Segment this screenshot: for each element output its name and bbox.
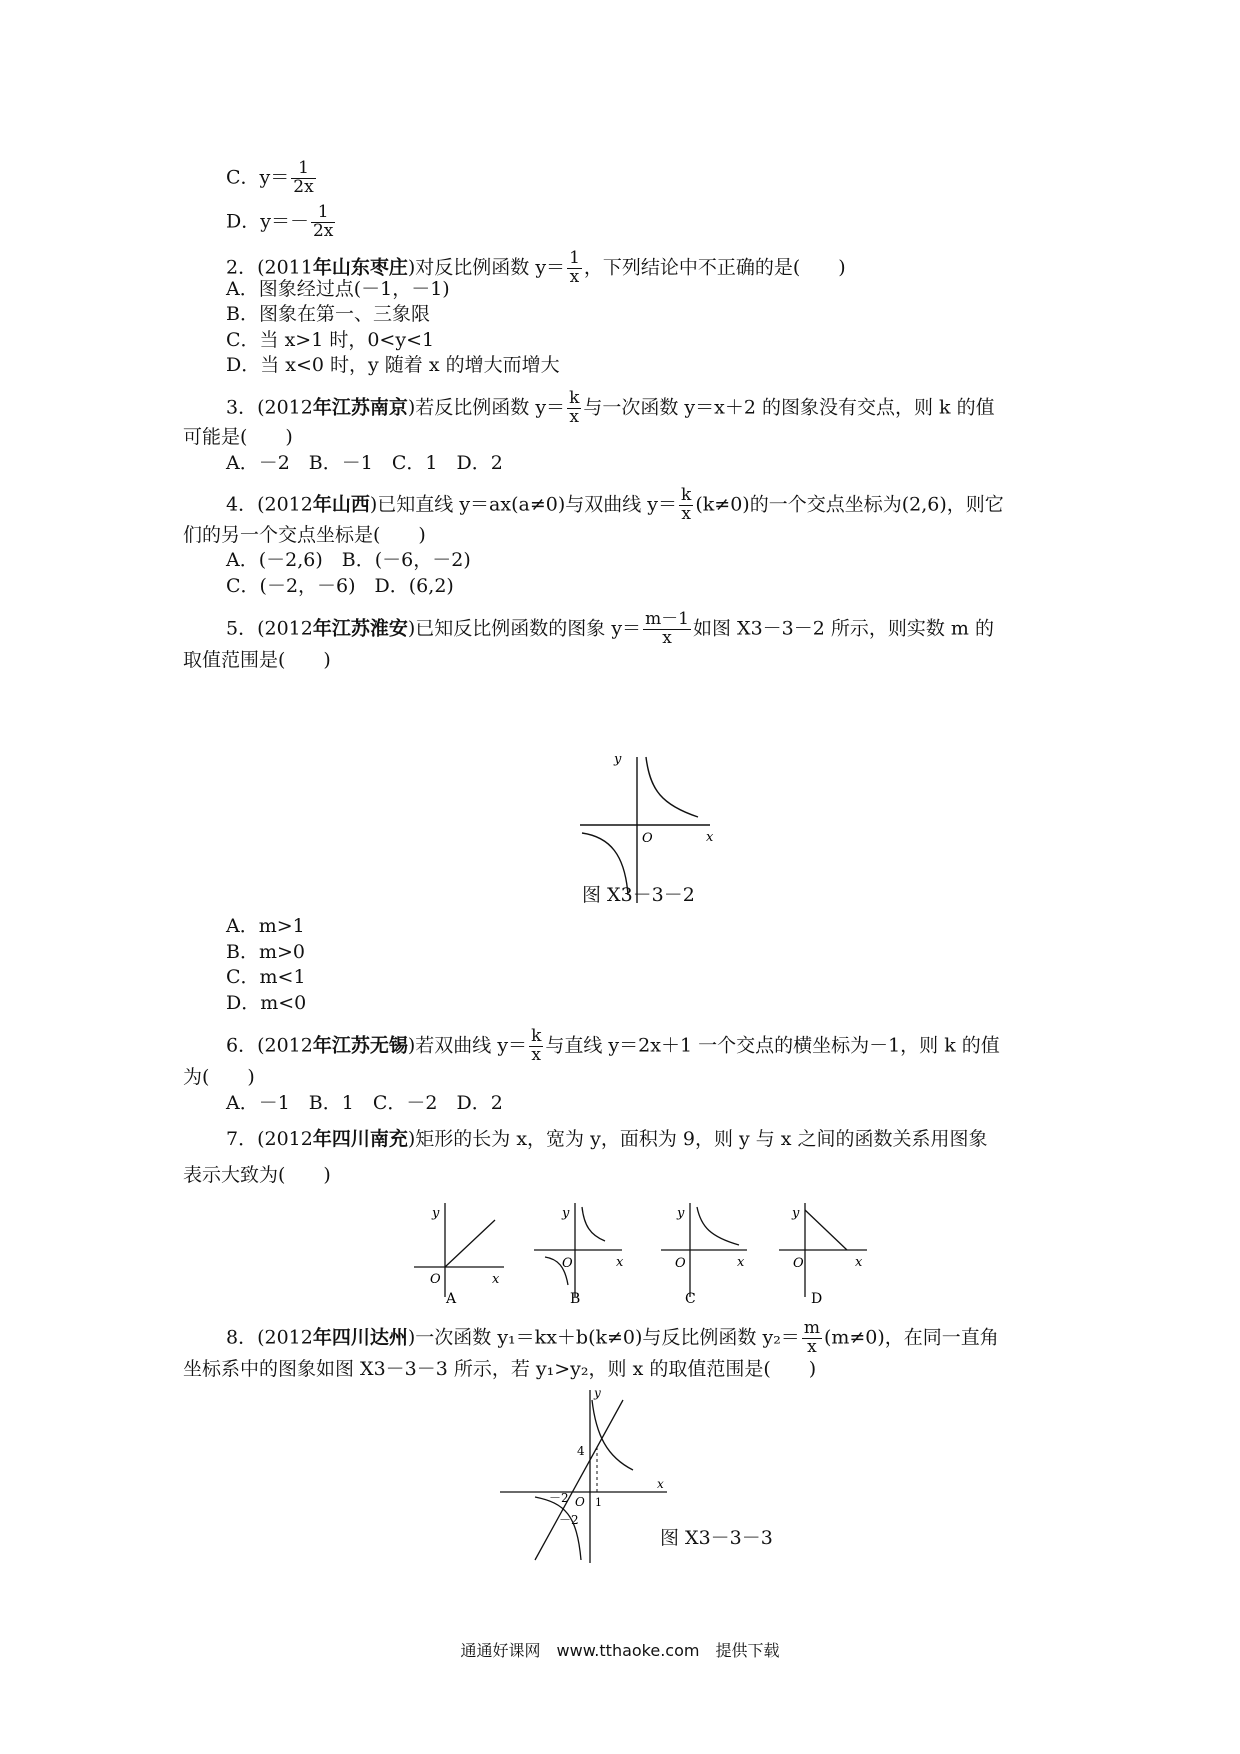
- option-c-lhs: y＝: [259, 166, 290, 189]
- q5-option-d: D．m<0: [226, 992, 307, 1014]
- q6-line2: 为( ): [183, 1066, 255, 1088]
- q8-line2: 坐标系中的图象如图 X3－3－3 所示，若 y₁>y₂，则 x 的取值范围是( ): [183, 1358, 817, 1380]
- q4-options-2: C．(－2，－6) D．(6,2): [226, 575, 454, 597]
- q6-options: A．－1 B．1 C．－2 D．2: [226, 1092, 503, 1114]
- q3-options: A．－2 B．－1 C．1 D．2: [226, 452, 503, 474]
- origin-label: O: [562, 1256, 573, 1271]
- x-axis-label: x: [616, 1255, 624, 1270]
- curve-branch-upper: [646, 757, 698, 817]
- fraction: $\frac{1}{2x}$: [312, 202, 334, 241]
- y-axis-label: y: [562, 1206, 570, 1221]
- tick-label-4: 4: [577, 1444, 585, 1458]
- question-6: 6．(2012年江苏无锡)若双曲线 y＝ $\frac{k}{x}$ 与直线 y＝2x＋1 一个交点的横坐标为－1，则 k 的值: [226, 1026, 1000, 1065]
- fraction: $\frac{1}{2x}$: [293, 158, 314, 197]
- source-tag: 年四川南充: [312, 1128, 408, 1150]
- y-axis-label: y: [594, 1386, 601, 1400]
- q5-option-a: A．m>1: [226, 915, 305, 937]
- figure-caption: 图 X3－3－3: [660, 1527, 773, 1549]
- question-4: 4．(2012年山西)已知直线 y＝ax(a≠0)与双曲线 y＝ $\frac{k}{x}$ (k≠0)的一个交点坐标为(2,6)，则它: [226, 485, 1004, 524]
- question-2: 2．(2011年山东枣庄)对反比例函数 y＝ $\frac{1}{x}$ ，下列结论中不正确的是( ): [226, 248, 846, 287]
- question-3: 3．(2012年江苏南京)若反比例函数 y＝ $\frac{k}{x}$ 与一次函数 y＝x＋2 的图象没有交点，则 k 的值: [226, 388, 995, 427]
- q4-line2: 们的另一个交点坐标是( ): [183, 524, 426, 546]
- q4-options-1: A．(－2,6) B．(－6，－2): [226, 549, 471, 571]
- source-tag: 年江苏淮安: [312, 617, 408, 640]
- x-axis-label: x: [737, 1255, 745, 1270]
- x-axis-label: x: [492, 1272, 500, 1287]
- x-axis-label: x: [706, 830, 714, 845]
- fraction: $\frac{m}{x}$: [803, 1318, 820, 1357]
- q2-option-d: D．当 x<0 时，y 随着 x 的增大而增大: [226, 354, 560, 376]
- origin-label: O: [430, 1272, 441, 1287]
- y-axis-label: y: [614, 752, 622, 767]
- fraction: $\frac{m-1}{x}$: [645, 609, 689, 648]
- origin-label: O: [675, 1256, 686, 1271]
- question-8: 8．(2012年四川达州)一次函数 y₁＝kx＋b(k≠0)与反比例函数 y₂＝ $\frac{m}{x}$ (m≠0)，在同一直角: [226, 1318, 999, 1357]
- q5-option-b: B．m>0: [226, 941, 305, 963]
- y-axis-label: y: [792, 1206, 800, 1221]
- source-tag: 年山东枣庄: [312, 256, 408, 279]
- tick-label-neg2-x: －2: [549, 1491, 569, 1505]
- curve-branch-upper: [592, 1400, 633, 1470]
- q2-option-a: A．图象经过点(－1，－1): [226, 278, 450, 300]
- q5-line2: 取值范围是( ): [183, 649, 331, 671]
- source-tag: 年四川达州: [312, 1326, 408, 1349]
- figure-caption: 图 X3－3－2: [582, 884, 695, 906]
- origin-label: O: [575, 1495, 585, 1509]
- fraction: $\frac{k}{x}$: [531, 1026, 542, 1065]
- fraction: $\frac{k}{x}$: [569, 388, 580, 427]
- option-label: A: [446, 1291, 457, 1305]
- q2-option-c: C．当 x>1 时，0<y<1: [226, 329, 435, 351]
- x-axis-label: x: [657, 1477, 664, 1491]
- figure-x3-3-3: [495, 1385, 675, 1565]
- option-d-lhs: y＝－: [260, 210, 309, 233]
- graph-line: [805, 1210, 847, 1250]
- q7-graph-c: [655, 1195, 755, 1305]
- fraction: $\frac{1}{x}$: [569, 248, 580, 287]
- option-c-row: C．y＝ $\frac{1}{2x}$: [226, 158, 314, 197]
- option-label: D: [811, 1291, 823, 1305]
- source-tag: 年江苏南京: [312, 396, 408, 419]
- tick-label-1: 1: [595, 1496, 602, 1509]
- y-axis-label: y: [432, 1206, 440, 1221]
- q2-option-b: B．图象在第一、三象限: [226, 303, 430, 325]
- graph-line: [445, 1220, 495, 1267]
- origin-label: O: [642, 831, 653, 846]
- page-footer: 通通好课网 www.tthaoke.com 提供下载: [460, 1641, 780, 1660]
- question-7: 7．(2012年四川南充)矩形的长为 x，宽为 y，面积为 9，则 y 与 x 之间的函数关系用图象: [226, 1128, 988, 1150]
- question-5: 5．(2012年江苏淮安)已知反比例函数的图象 y＝ $\frac{m-1}{x}$ 如图 X3－3－2 所示，则实数 m 的: [226, 609, 994, 648]
- option-label: B: [570, 1291, 581, 1305]
- curve-branch-upper: [582, 1207, 605, 1241]
- source-tag: 年江苏无锡: [312, 1034, 408, 1057]
- q7-line2: 表示大致为( ): [183, 1164, 331, 1186]
- q5-option-c: C．m<1: [226, 966, 306, 988]
- origin-label: O: [793, 1256, 804, 1271]
- line-y1: [535, 1400, 623, 1560]
- tick-label-neg2-y: －2: [559, 1513, 579, 1527]
- q3-line2: 可能是( ): [183, 426, 293, 448]
- hyperbola-branch: [697, 1207, 739, 1245]
- option-label: C: [685, 1291, 696, 1305]
- y-axis-label: y: [677, 1206, 685, 1221]
- fraction: $\frac{k}{x}$: [681, 485, 692, 524]
- source-tag: 年山西: [312, 493, 370, 516]
- option-d-row: D．y＝－ $\frac{1}{2x}$: [226, 202, 334, 241]
- q7-graph-d: [775, 1195, 875, 1305]
- q7-graph-a: [410, 1195, 510, 1305]
- x-axis-label: x: [855, 1255, 863, 1270]
- q7-graph-b: [530, 1195, 630, 1305]
